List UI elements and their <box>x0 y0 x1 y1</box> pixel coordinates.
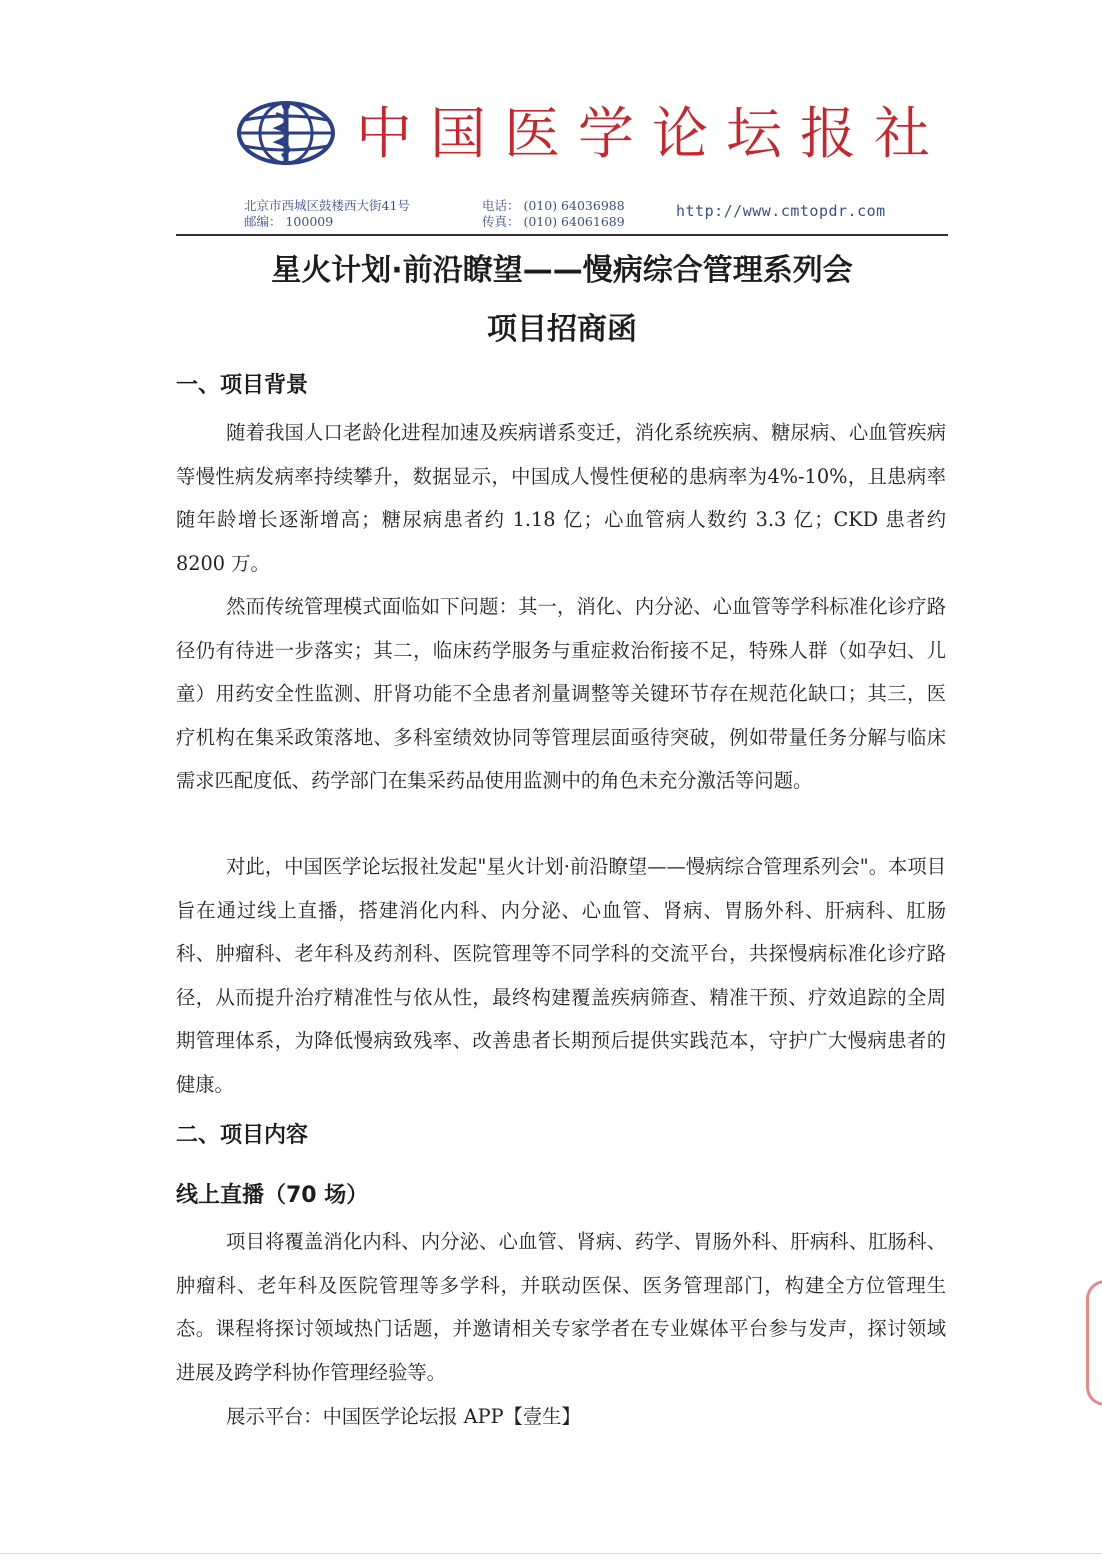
paragraph-background-2: 然而传统管理模式面临如下问题：其一，消化、内分泌、心血管等学科标准化诊疗路径仍有待进一步落实；其二，临床药学服务与重症救治衔接不足，特殊人群（如孕妇、儿童）用药安全性监测、肝肾功能不全患者剂量调整等关键环节存在规范化缺口；其三，医疗机构在集采政策落地、多科室绩效协同等管理层面亟待突破，例如带量任务分解与临床需求匹配度低、药学部门在集采药品使用监测中的角色未充分激活等问题。 <box>176 595 946 793</box>
address: 北京市西城区鼓楼西大街41号 <box>244 198 410 213</box>
red-seal-edge-icon <box>1086 1280 1102 1406</box>
website-url[interactable]: http://www.cmtopdr.com <box>676 202 886 220</box>
phone: 电话： (010) 64036988 <box>482 198 625 213</box>
org-name: 中国医学论坛报社 <box>356 102 948 167</box>
postcode: 邮编： 100009 <box>244 214 334 229</box>
display-platform: 展示平台：中国医学论坛报 APP【壹生】 <box>226 1405 581 1428</box>
fax: 传真： (010) 64061689 <box>482 214 625 229</box>
document-title: 星火计划·前沿瞭望——慢病综合管理系列会 <box>271 253 853 288</box>
paragraph-background-1: 随着我国人口老龄化进程加速及疾病谱系变迁，消化系统疾病、糖尿病、心血管疾病等慢性病发病率持续攀升，数据显示，中国成人慢性便秘的患病率为4%-10%，且患病率随年龄增长逐渐增高；糖尿病患者约 1.18 亿；心血管病人数约 3.3 亿；CKD 患者约 8200 万。 <box>176 421 946 575</box>
globe-caduceus-logo-icon <box>236 100 336 166</box>
section-heading-content: 二、项目内容 <box>176 1123 309 1148</box>
subheading-online-live: 线上直播（70 场） <box>176 1183 369 1208</box>
paragraph-content: 项目将覆盖消化内科、内分泌、心血管、肾病、药学、胃肠外科、肝病科、肛肠科、肿瘤科、老年科及医院管理等多学科，并联动医保、医务管理部门，构建全方位管理生态。课程将探讨领域热门话题，并邀请相关专家学者在专业媒体平台参与发声，探讨领域进展及跨学科协作管理经验等。 <box>176 1230 946 1384</box>
section-heading-background: 一、项目背景 <box>176 373 309 398</box>
contact-phone-block <box>482 198 625 230</box>
letterhead-divider <box>176 234 948 236</box>
contact-address-block <box>244 198 410 230</box>
page-bottom-edge <box>0 1553 1102 1554</box>
document-subtitle: 项目招商函 <box>487 312 637 347</box>
paragraph-background-3: 对此，中国医学论坛报社发起"星火计划·前沿瞭望——慢病综合管理系列会"。本项目旨在通过线上直播，搭建消化内科、内分泌、心血管、肾病、胃肠外科、肝病科、肛肠科、肿瘤科、老年科及药剂科、医院管理等不同学科的交流平台，共探慢病标准化诊疗路径，从而提升治疗精准性与依从性，最终构建覆盖疾病筛查、精准干预、疗效追踪的全周期管理体系，为降低慢病致残率、改善患者长期预后提供实践范本，守护广大慢病患者的健康。 <box>176 855 946 1096</box>
